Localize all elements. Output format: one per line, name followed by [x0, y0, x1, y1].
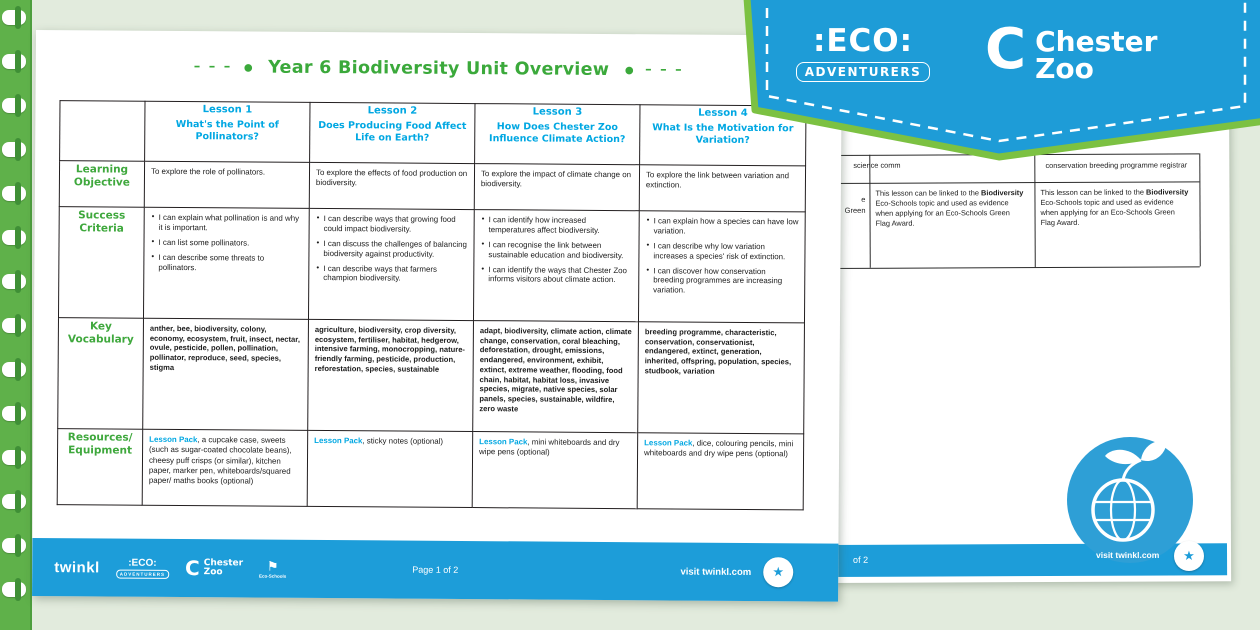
corner-cell [60, 101, 145, 162]
lesson-1-header: Lesson 1 What's the Point of Pollinators? [145, 101, 310, 162]
eco-schools-logo: ⚑ Eco-Schools [258, 558, 287, 579]
lesson-2-criteria-cell: • I can describe ways that growing food could impact biodiversity. • I can discuss the challenges of balancing biodiversity against productivity. • I can describe ways that farmers champion biodiversity. [308, 208, 474, 320]
key-vocabulary-row [58, 318, 805, 434]
linked-text: Eco-Schools topic and used as evidence when applying for an Eco-Schools Green Flag Award. [1040, 197, 1175, 228]
table-border [869, 155, 870, 268]
lesson-3-objective-cell: To explore the impact of climate change on biodiversity. [474, 164, 639, 211]
title-decoration-dot: ● [624, 65, 634, 77]
lesson-2-objective-cell: To explore the effects of food production on biodiversity. [309, 162, 474, 209]
lesson-2-resources-cell: Lesson Pack, sticky notes (optional) [307, 430, 473, 507]
lesson-pack-label: Lesson Pack [314, 435, 363, 446]
spiral-binding [0, 0, 32, 630]
linked-text-bold: Biodiversity [1146, 187, 1189, 197]
star-icon: ★ [1183, 548, 1195, 563]
twinkl-quality-badge [763, 557, 793, 587]
lesson-4-vocabulary-cell: breeding programme, characteristic, conservation, conservationist, endangered, extinct, generation, inherited, offspring, population, species, studbook, variation [638, 322, 805, 434]
back-table-cell [875, 188, 1025, 229]
success-criteria-row [58, 207, 805, 323]
twinkl-quality-badge [1174, 541, 1204, 571]
chester-zoo-c-icon: C [985, 17, 1027, 82]
title-decoration-dot: ● [243, 62, 253, 74]
lesson-3-vocabulary-cell: adapt, biodiversity, climate action, climate change, conservation, coral bleaching, deforestation, drought, emissions, endangered, environment, exhibit, extinct, extreme weather, flooding, food chain, habitat, habitat loss, invasive species, migrate, native species, solar panels, species, sustainable, wildfire, zero waste [473, 321, 639, 433]
star-icon: ★ [772, 564, 785, 580]
lesson-3-header: Lesson 3 How Does Chester Zoo Influence Climate Action? [475, 104, 640, 165]
cut-off-text-fragment: e Green [844, 194, 866, 216]
table-border [1199, 153, 1200, 266]
lesson-4-resources-cell: Lesson Pack, dice, colouring pencils, mini whiteboards and dry wipe pens (optional) [637, 433, 804, 510]
linked-text: Eco-Schools topic and used as evidence when applying for an Eco-Schools Green Flag Award. [875, 198, 1010, 228]
linked-text-bold: Biodiversity [981, 188, 1024, 198]
unit-overview-table [57, 100, 807, 510]
lesson-2-header: Lesson 2 Does Producing Food Affect Life on Earth? [310, 102, 475, 163]
table-border [1034, 154, 1035, 267]
eco-adventurers-logo: :ECO: ADVENTURERS [116, 557, 169, 578]
back-table-cell [1040, 187, 1190, 228]
page-number: Page 1 of 2 [412, 564, 459, 575]
lesson-pack-label: Lesson Pack [149, 434, 198, 445]
visit-link: visit twinkl.com [1096, 550, 1160, 560]
row-label: Resources/ Equipment [57, 429, 143, 506]
front-page-footer [32, 538, 838, 602]
lesson-4-criteria-cell: • I can explain how a species can have low variation. • I can describe why low variation increases a species' risk of extinction. • I can discover how conservation breeding programmes are increasing variation. [638, 211, 805, 323]
twinkl-logo: twinkl [54, 558, 100, 576]
linked-text: This lesson can be linked to the [1040, 187, 1147, 198]
learning-objective-row [59, 161, 805, 212]
row-label: Key Vocabulary [58, 318, 144, 430]
front-page [32, 30, 842, 602]
row-label: Success Criteria [58, 207, 144, 319]
lesson-header-row [60, 101, 806, 166]
title-decoration: – – – [645, 62, 684, 78]
eco-schools-flag-icon: ⚑ [266, 558, 279, 574]
document-title-row [36, 56, 842, 82]
page-title: Year 6 Biodiversity Unit Overview [268, 57, 610, 81]
chester-zoo-logo: C Chester Zoo [184, 556, 244, 581]
page-number-fragment: of 2 [853, 554, 869, 565]
lesson-3-criteria-cell: • I can identify how increased temperatures affect biodiversity. • I can recognise the link between sustainable education and biodiversity. • I can identify the ways that Chester Zoo informs visitors about climate action. [473, 210, 639, 322]
title-decoration: – – – [193, 59, 233, 75]
lesson-4-header: Lesson 4 What Is the Motivation for Variation? [640, 105, 806, 166]
lesson-4-objective-cell: To explore the link between variation and extinction. [639, 165, 805, 212]
lesson-3-resources-cell: Lesson Pack, mini whiteboards and dry wipe pens (optional) [472, 432, 638, 509]
resources-row [57, 429, 804, 510]
row-label: Learning Objective [59, 161, 144, 208]
lesson-1-vocabulary-cell: anther, bee, biodiversity, colony, economy, ecosystem, fruit, insect, nectar, ovule, pesticide, pollen, pollination, pollinator, reproduce, seed, species, stigma [143, 318, 309, 430]
lesson-2-vocabulary-cell: agriculture, biodiversity, crop diversity, ecosystem, fertiliser, habitat, hedgerow, intensive farming, monocropping, nature-friendly farming, pesticide, production, reforestation, species, sustainable [308, 319, 474, 431]
chester-zoo-c-icon: C [184, 556, 200, 581]
lesson-1-resources-cell: Lesson Pack, a cupcake case, sweets (such as sugar-coated chocolate beans), cheesy puff crisps (or similar), kitchen paper, marker pen, whiteboards/squared paper/ maths books (optional) [142, 429, 308, 506]
lesson-pack-label: Lesson Pack [644, 438, 693, 448]
lesson-1-criteria-cell: • I can explain what pollination is and why it is important. • I can list some pollinators. • I can describe some threats to pollinators. [143, 207, 309, 319]
visit-link: visit twinkl.com [680, 566, 752, 578]
lesson-pack-label: Lesson Pack [479, 437, 528, 447]
chester-zoo-logo: C Chester Zoo [985, 17, 1158, 85]
back-table-cell: science comm [853, 160, 901, 170]
back-table-cell: conservation breeding programme registrar [1045, 160, 1188, 171]
eco-adventurers-logo: :ECO: ADVENTURERS [783, 26, 943, 82]
lesson-1-objective-cell: To explore the role of pollinators. [144, 161, 309, 208]
linked-text: This lesson can be linked to the [875, 188, 982, 198]
